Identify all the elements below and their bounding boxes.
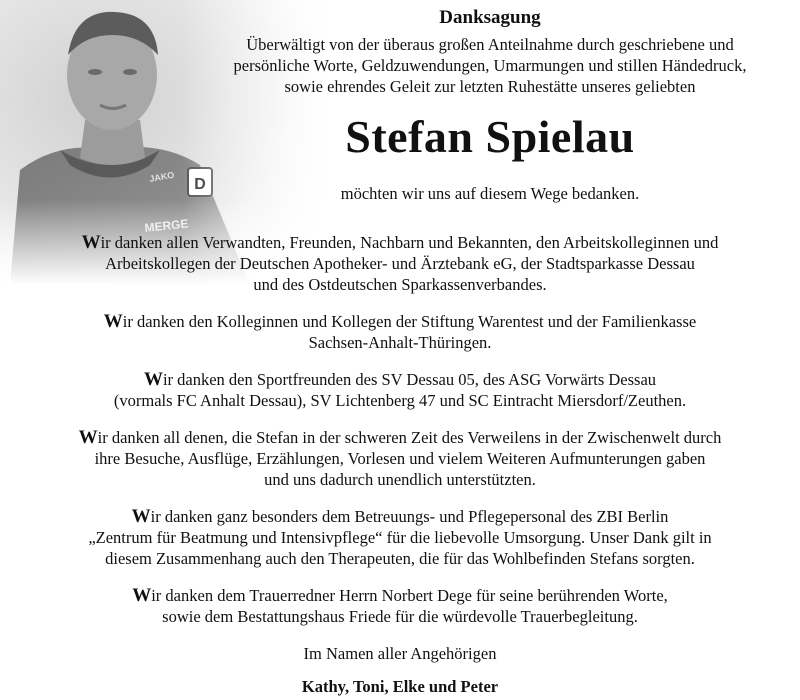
intro-line: Überwältigt von der überaus großen Anteilnahme durch geschriebene und: [246, 35, 734, 54]
thanks-paragraph: [10, 232, 790, 295]
paragraph-line: ihre Besuche, Ausflüge, Erzählungen, Vorlesen und vielem Weiteren Aufmunterungen gaben: [94, 449, 706, 468]
intro-line: persönliche Worte, Geldzuwendungen, Umarmungen und stillen Händedruck,: [233, 56, 747, 75]
thanks-paragraph: [10, 311, 790, 353]
line-text: ir danken den Sportfreunden des SV Dessau 05, des ASG Vorwärts Dessau: [162, 370, 657, 389]
paragraph-line: diesem Zusammenhang auch den Therapeuten, die für das Wohlbefinden Stefans sorgten.: [105, 549, 695, 568]
paragraph-line: [10, 506, 790, 527]
thanks-paragraph: [10, 369, 790, 411]
thanks-paragraph: [10, 585, 790, 627]
initial-letter: W: [143, 369, 163, 390]
paragraph-line: [10, 232, 790, 253]
paragraph-line: und des Ostdeutschen Sparkassenverbandes.: [253, 275, 547, 294]
paragraph-line: [10, 427, 790, 448]
paragraph-line: und uns dadurch unendlich unterstützten.: [264, 470, 536, 489]
signature: Kathy, Toni, Elke und Peter: [301, 677, 499, 696]
paragraph-line: sowie dem Bestattungshaus Friede für die würdevolle Trauerbegleitung.: [162, 607, 638, 626]
initial-letter: W: [131, 506, 151, 527]
thanks-paragraph: [10, 506, 790, 569]
paragraph-line: [10, 369, 790, 390]
closing-text: Im Namen aller Angehörigen: [303, 644, 497, 663]
line-text: ir danken allen Verwandten, Freunden, Nachbarn und Bekannten, den Arbeitskolleginnen und: [100, 233, 719, 252]
line-text: ir danken all denen, die Stefan in der schweren Zeit des Verweilens in der Zwischenwelt durch: [97, 428, 722, 447]
line-text: ir danken ganz besonders dem Betreuungs- und Pflegepersonal des ZBI Berlin: [150, 507, 669, 526]
paragraph-line: „Zentrum für Beatmung und Intensivpflege“ für die liebevolle Umsorgung. Unser Dank gilt in: [88, 528, 712, 547]
thanks-paragraph: [10, 427, 790, 490]
paragraph-line: (vormals FC Anhalt Dessau), SV Lichtenberg 47 und SC Eintracht Miersdorf/Zeuthen.: [113, 391, 687, 410]
initial-letter: W: [78, 427, 98, 448]
page-title: Danksagung: [439, 7, 541, 28]
intro-line: sowie ehrendes Geleit zur letzten Ruhestätte unseres geliebten: [284, 77, 696, 96]
initial-letter: W: [103, 311, 123, 332]
deceased-name: Stefan Spielau: [345, 111, 635, 162]
after-name-text: möchten wir uns auf diesem Wege bedanken.: [340, 184, 640, 203]
line-text: ir danken dem Trauerredner Herrn Norbert Dege für seine berührenden Worte,: [151, 586, 668, 605]
intro-text: [190, 34, 790, 97]
header-block: [190, 6, 790, 204]
paragraph-line: Sachsen-Anhalt-Thüringen.: [308, 333, 492, 352]
initial-letter: W: [132, 585, 152, 606]
initial-letter: W: [81, 232, 101, 253]
paragraph-line: [10, 585, 790, 606]
thanks-body: [10, 232, 790, 697]
paragraph-line: [10, 311, 790, 332]
line-text: ir danken den Kolleginnen und Kollegen der Stiftung Warentest und der Familienkasse: [122, 312, 697, 331]
paragraph-line: Arbeitskollegen der Deutschen Apotheker- und Ärztebank eG, der Stadtsparkasse Dessau: [105, 254, 695, 273]
